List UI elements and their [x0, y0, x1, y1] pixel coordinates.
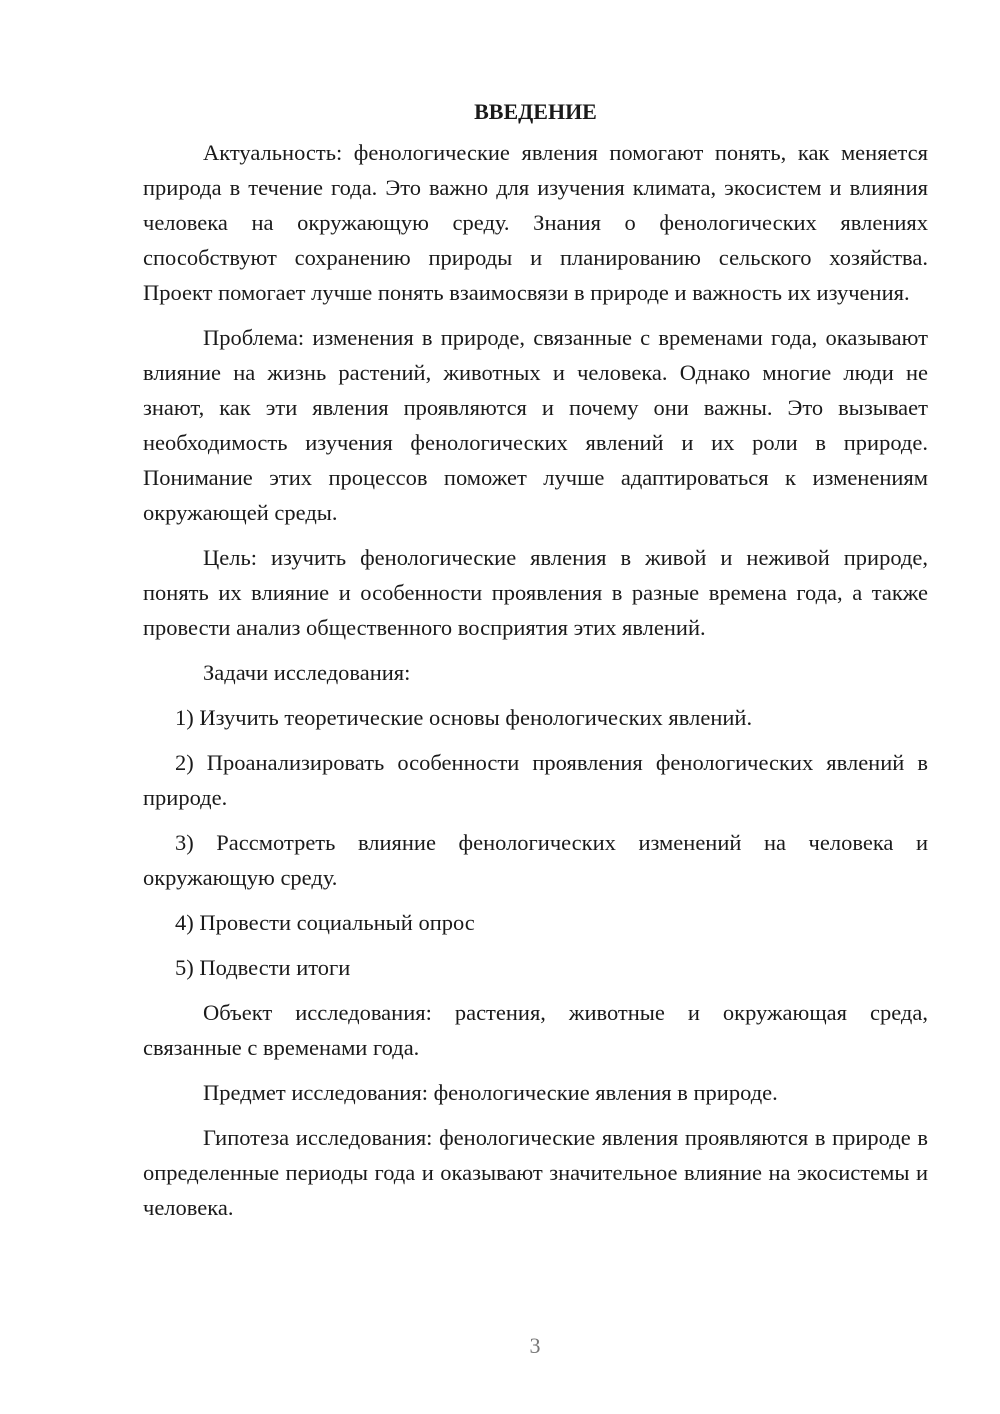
problem-paragraph: Проблема: изменения в природе, связанные с временами года, оказывают влияние на жизнь растений, животных и человека. Однако многие люди не знают, как эти явления проявляются и почему они важны. Это вызывает необходимость изучения фенологических явлений и их роли в природе. Понимание этих процессов поможет лучше адаптироваться к изменениям окружающей среды.: [143, 325, 928, 525]
subject-paragraph: Предмет исследования: фенологические явления в природе.: [203, 1080, 778, 1105]
task-item-4: 4) Провести социальный опрос: [175, 910, 475, 935]
task-item-2: 2) Проанализировать особенности проявления фенологических явлений в природе.: [143, 750, 928, 810]
section-title: ВВЕДЕНИЕ: [474, 99, 597, 124]
task-item-3: 3) Рассмотреть влияние фенологических изменений на человека и окружающую среду.: [143, 830, 928, 890]
relevance-paragraph: Актуальность: фенологические явления помогают понять, как меняется природа в течение года. Это важно для изучения климата, экосистем и влияния человека на окружающую среду. Знания о фенологических явлениях способствуют сохранению природы и планированию сельского хозяйства. Проект помогает лучше понять взаимосвязи в природе и важность их изучения.: [143, 140, 928, 305]
document-page: [143, 94, 928, 1235]
object-paragraph: Объект исследования: растения, животные и окружающая среда, связанные с временами года.: [143, 1000, 928, 1060]
tasks-heading: Задачи исследования:: [203, 660, 411, 685]
task-item-5: 5) Подвести итоги: [175, 955, 351, 980]
hypothesis-paragraph: Гипотеза исследования: фенологические явления проявляются в природе в определенные периоды года и оказывают значительное влияние на экосистемы и человека.: [143, 1125, 928, 1220]
page-number: 3: [529, 1333, 541, 1358]
goal-paragraph: Цель: изучить фенологические явления в живой и неживой природе, понять их влияние и особенности проявления в разные времена года, а также провести анализ общественного восприятия этих явлений.: [143, 545, 928, 640]
task-item-1: 1) Изучить теоретические основы фенологических явлений.: [175, 705, 753, 730]
